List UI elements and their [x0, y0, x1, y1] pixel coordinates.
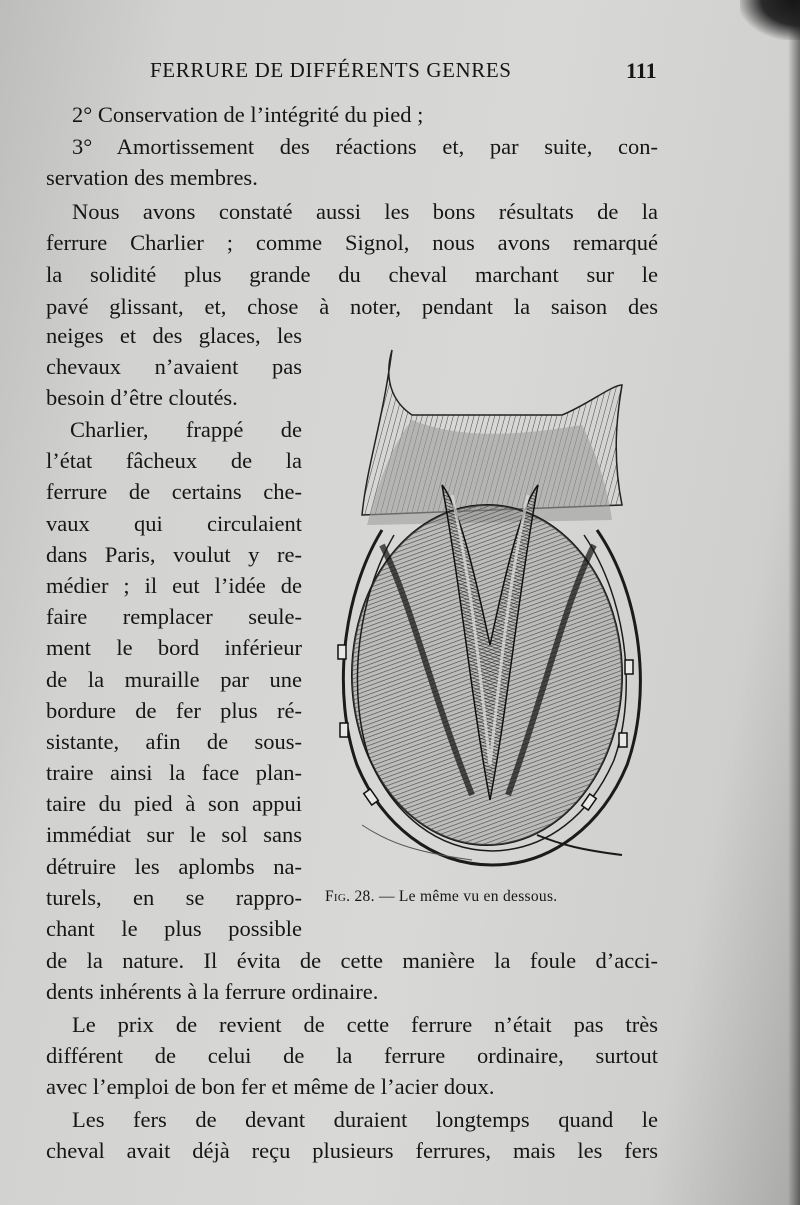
- text-line: médier ; il eut l’idée de: [46, 573, 302, 598]
- text-line: Les fers de devant duraient longtemps quand le: [72, 1107, 658, 1132]
- page-number: 111: [626, 58, 657, 83]
- text-line: bordure de fer plus ré-: [46, 698, 302, 723]
- text-line: Le prix de revient de cette ferrure n’était pas très: [72, 1012, 658, 1037]
- text-line: ferrure Charlier ; comme Signol, nous avons remarqué: [46, 230, 658, 255]
- text-line: vaux qui circulaient: [46, 511, 302, 536]
- text-line: la solidité plus grande du cheval marchant sur le: [46, 262, 658, 287]
- text-line: 2° Conservation de l’intégrité du pied ;: [72, 102, 424, 127]
- text-line: taire du pied à son appui: [46, 791, 302, 816]
- figure-caption-text: — Le même vu en dessous.: [374, 888, 558, 905]
- nail-hole: [338, 645, 346, 659]
- text-line: pavé glissant, et, chose à noter, pendant la saison des: [46, 294, 658, 319]
- text-line: 3° Amortissement des réactions et, par suite, con-: [72, 134, 658, 159]
- text-line: dans Paris, voulut y re-: [46, 542, 302, 567]
- text-line: faire remplacer seule-: [46, 604, 302, 629]
- text-line: détruire les aplombs na-: [46, 854, 302, 879]
- text-line: Nous avons constaté aussi les bons résultats de la: [72, 199, 658, 224]
- text-line: dents inhérents à la ferrure ordinaire.: [46, 979, 379, 1004]
- nail-hole: [619, 733, 627, 747]
- nail-hole: [582, 794, 597, 810]
- text-line: traire ainsi la face plan-: [46, 760, 302, 785]
- text-line: ment le bord inférieur: [46, 635, 302, 660]
- text-line: cheval avait déjà reçu plusieurs ferrures, mais les fers: [46, 1138, 658, 1163]
- nail-hole: [364, 789, 379, 805]
- text-line: de la muraille par une: [46, 667, 302, 692]
- figure-caption: [325, 888, 557, 906]
- text-line: de la nature. Il évita de cette manière la foule d’acci-: [46, 948, 658, 973]
- text-line: chevaux n’avaient pas: [46, 354, 302, 379]
- scan-shadow-edge: [788, 0, 800, 1205]
- text-line: chant le plus possible: [46, 916, 302, 941]
- text-line: ferrure de certains che-: [46, 479, 302, 504]
- text-line: besoin d’être cloutés.: [46, 385, 238, 410]
- text-line: immédiat sur le sol sans: [46, 822, 302, 847]
- nail-hole: [340, 723, 348, 737]
- text-line: servation des membres.: [46, 165, 258, 190]
- text-line: avec l’emploi de bon fer et même de l’acier doux.: [46, 1074, 495, 1099]
- text-line: sistante, afin de sous-: [46, 729, 302, 754]
- text-line: différent de celui de la ferrure ordinaire, surtout: [46, 1043, 658, 1068]
- hoof-engraving-figure: [322, 345, 652, 870]
- text-line: neiges et des glaces, les: [46, 323, 302, 348]
- text-line: Charlier, frappé de: [70, 417, 302, 442]
- nail-hole: [625, 660, 633, 674]
- text-line: l’état fâcheux de la: [46, 448, 302, 473]
- text-line: turels, en se rappro-: [46, 885, 302, 910]
- figure-number: Fig. 28.: [325, 888, 375, 905]
- running-head: FERRURE DE DIFFÉRENTS GENRES: [150, 58, 512, 82]
